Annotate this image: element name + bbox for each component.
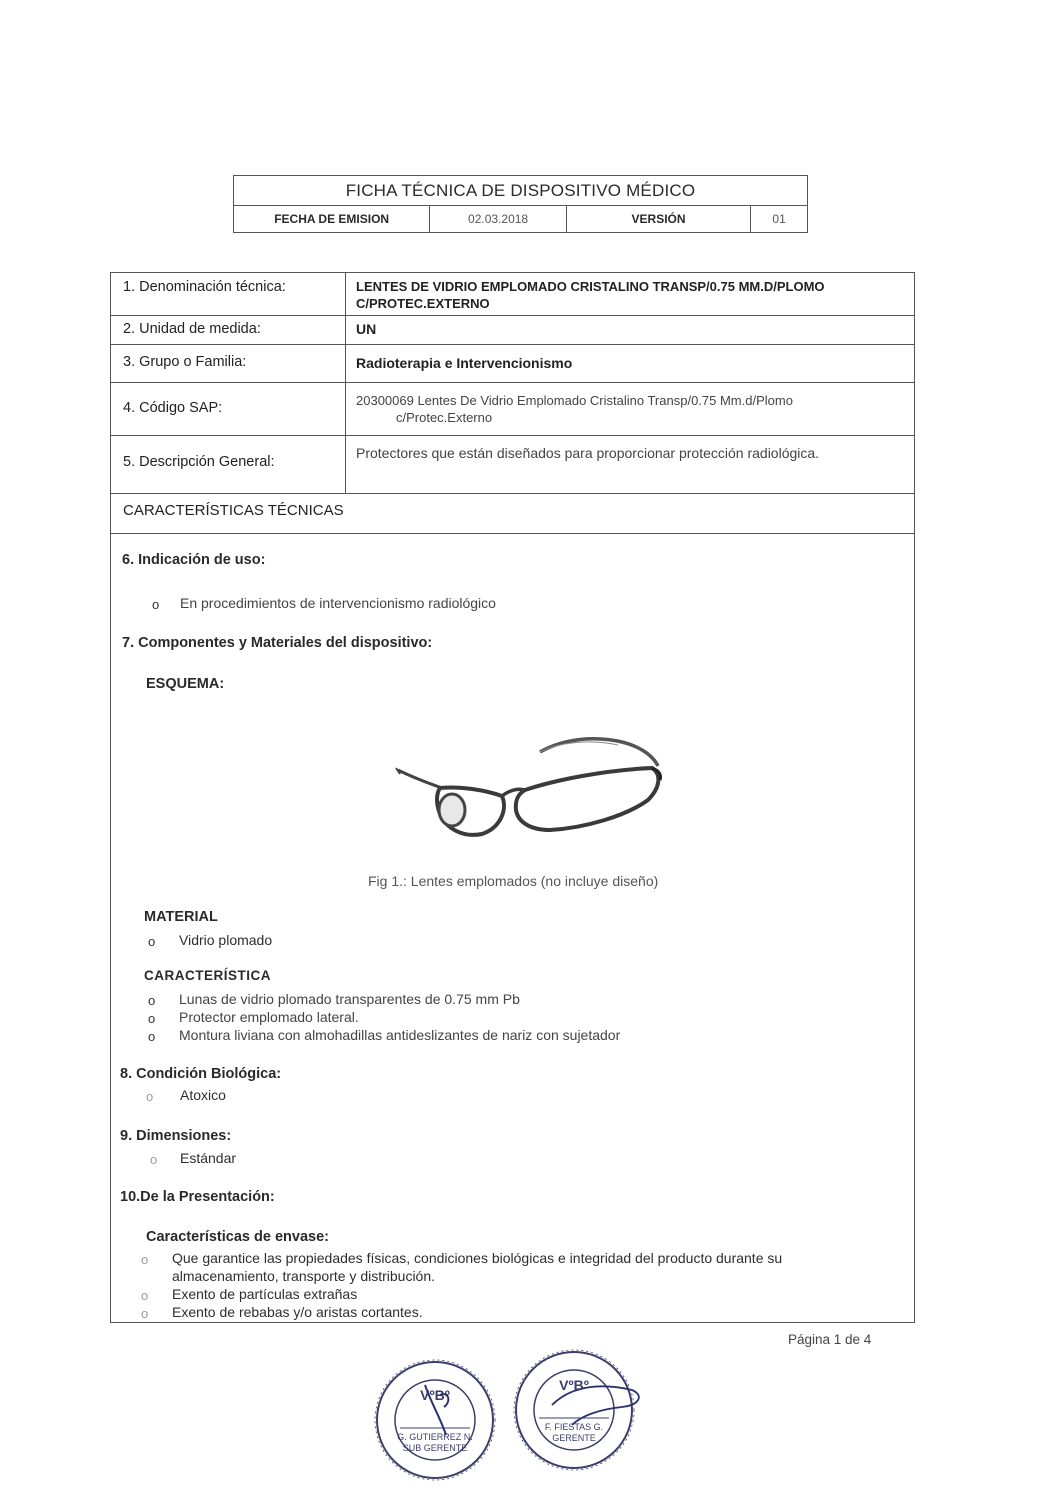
- stamp-role: GERENTE: [552, 1433, 596, 1443]
- esquema-label: ESQUEMA:: [146, 676, 225, 692]
- list-item: Exento de partículas extrañas: [172, 1286, 358, 1302]
- bullet: o: [148, 1029, 156, 1044]
- row-value-cont: c/Protec.Externo: [396, 410, 493, 425]
- row-value: LENTES DE VIDRIO EMPLOMADO CRISTALINO TRANSP/0.75 MM.D/PLOMO: [356, 279, 825, 294]
- stamp-role: SUB GERENTE: [402, 1443, 468, 1453]
- bullet: o: [152, 597, 160, 612]
- footer-rule: [110, 1322, 915, 1323]
- fecha-label: FECHA DE EMISION: [234, 205, 430, 233]
- bullet: o: [141, 1288, 149, 1303]
- glasses-illustration: [390, 730, 670, 840]
- row-divider: [111, 533, 914, 534]
- row-divider: [111, 435, 914, 436]
- stamp-vb: VºBº: [420, 1387, 450, 1403]
- version-value: 01: [772, 212, 786, 226]
- s8-title: 8. Condición Biológica:: [120, 1066, 282, 1082]
- bullet: o: [146, 1089, 154, 1104]
- list-item: Exento de rebabas y/o aristas cortantes.: [172, 1304, 423, 1320]
- fecha-value: 02.03.2018: [430, 205, 567, 233]
- s7-title: 7. Componentes y Materiales del dispositivo:: [122, 635, 433, 651]
- row-label: 5. Descripción General:: [123, 454, 275, 470]
- list-item: Atoxico: [180, 1087, 226, 1103]
- s10-title: 10.De la Presentación:: [120, 1189, 275, 1205]
- list-item: Lunas de vidrio plomado transparentes de 0.75 mm Pb: [179, 991, 520, 1007]
- row-divider: [111, 315, 914, 316]
- caract-title: CARACTERÍSTICA: [144, 968, 271, 983]
- stamp-name: G. GUTIERREZ N.: [397, 1432, 473, 1442]
- list-item: Vidrio plomado: [179, 932, 273, 948]
- list-item: Protector emplomado lateral.: [179, 1009, 359, 1025]
- stamp-vb: VºBº: [559, 1377, 589, 1393]
- stamp-name: F. FIESTAS G.: [544, 1422, 604, 1432]
- bullet: o: [148, 993, 156, 1008]
- table-divider: [345, 273, 346, 493]
- row-divider: [111, 382, 914, 383]
- row-label: 2. Unidad de medida:: [123, 321, 261, 337]
- list-item: Estándar: [180, 1150, 237, 1166]
- row-divider: [111, 344, 914, 345]
- row-label: 3. Grupo o Familia:: [123, 354, 247, 370]
- figure-caption: Fig 1.: Lentes emplomados (no incluye diseño): [368, 873, 659, 889]
- stamp-subgerente: [370, 1355, 500, 1485]
- s6-title: 6. Indicación de uso:: [122, 552, 266, 568]
- bullet: o: [141, 1306, 149, 1321]
- row-value: 20300069 Lentes De Vidrio Emplomado Cristalino Transp/0.75 Mm.d/Plomo: [356, 393, 793, 408]
- row-value: UN: [356, 321, 377, 337]
- list-item: Que garantice las propiedades físicas, condiciones biológicas e integridad del producto durante su: [172, 1250, 783, 1266]
- bullet: o: [150, 1152, 158, 1167]
- s9-title: 9. Dimensiones:: [120, 1128, 232, 1144]
- header-meta-row: [234, 205, 807, 233]
- row-divider: [111, 493, 914, 494]
- document-title: FICHA TÉCNICA DE DISPOSITIVO MÉDICO: [234, 176, 807, 206]
- list-item: Montura liviana con almohadillas antideslizantes de nariz con sujetador: [179, 1027, 621, 1043]
- stamp-gerente: [512, 1345, 657, 1480]
- envase-title: Características de envase:: [146, 1229, 329, 1245]
- version-label: VERSIÓN: [567, 205, 751, 233]
- row-value-cont: C/PROTEC.EXTERNO: [356, 296, 490, 311]
- page-number: Página 1 de 4: [788, 1332, 872, 1347]
- list-item-cont: almacenamiento, transporte y distribución.: [172, 1268, 436, 1284]
- row-label: 1. Denominación técnica:: [123, 279, 286, 295]
- row-label: 4. Código SAP:: [123, 400, 223, 416]
- list-item: En procedimientos de intervencionismo radiológico: [180, 595, 496, 611]
- bullet: o: [148, 934, 156, 949]
- section-title: CARACTERÍSTICAS TÉCNICAS: [123, 502, 344, 519]
- bullet: o: [148, 1011, 156, 1026]
- material-title: MATERIAL: [144, 909, 218, 925]
- header-box: [233, 175, 808, 233]
- row-value: Protectores que están diseñados para proporcionar protección radiológica.: [356, 445, 820, 461]
- bullet: o: [141, 1252, 149, 1267]
- row-value: Radioterapia e Intervencionismo: [356, 355, 573, 371]
